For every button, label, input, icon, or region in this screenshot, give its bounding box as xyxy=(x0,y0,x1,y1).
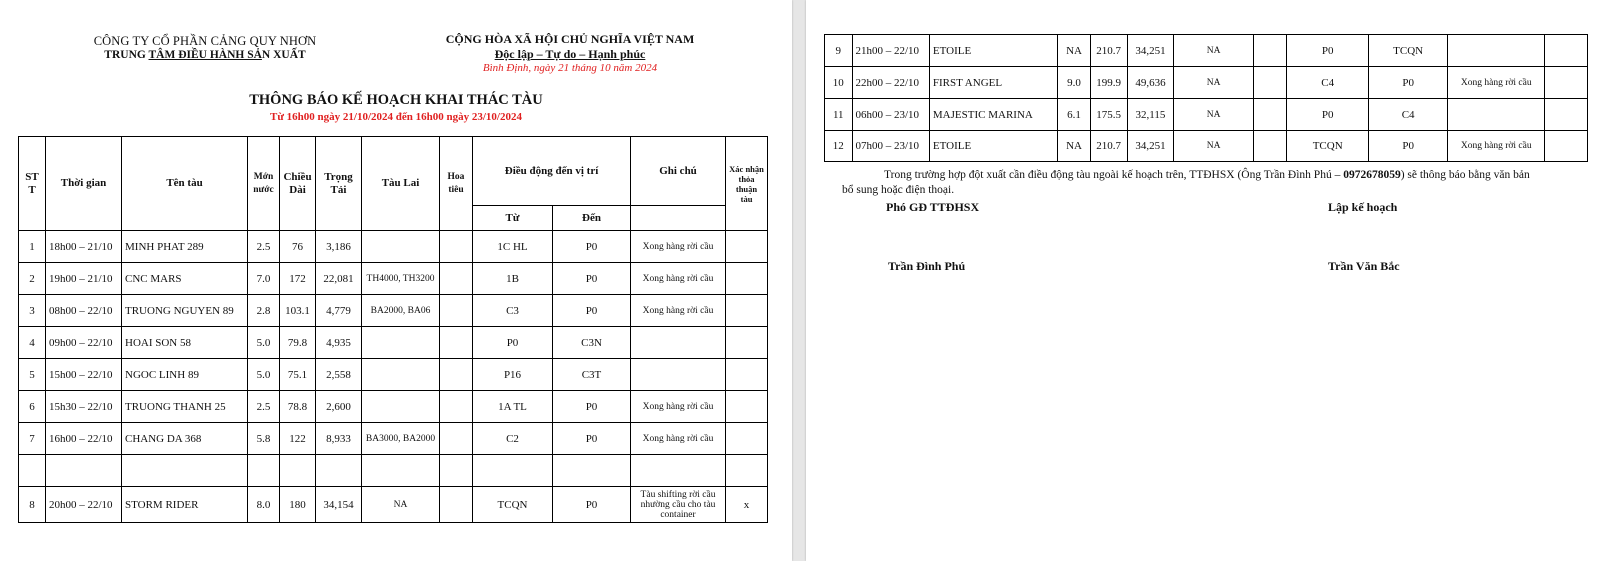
table-row xyxy=(19,359,768,391)
header-pilot: Hoa tiêu xyxy=(440,137,473,231)
cell-from: C3 xyxy=(473,295,553,327)
table-row xyxy=(19,295,768,327)
cell-ship-name: MINH PHAT 289 xyxy=(122,231,248,263)
cell-tonnage: 34,251 xyxy=(1127,131,1174,162)
cell-from: TCQN xyxy=(1287,131,1368,162)
cell-tonnage: 4,935 xyxy=(316,327,362,359)
document-subtitle: Từ 16h00 ngày 21/10/2024 đến 16h00 ngày 23/10/2024 xyxy=(269,111,522,123)
cell-length: 76 xyxy=(280,231,316,263)
cell-draft: 2.5 xyxy=(248,391,280,423)
cell-draft: NA xyxy=(1058,131,1091,162)
header-tug: Tàu Lai xyxy=(362,137,440,231)
table-row xyxy=(19,455,768,487)
cell-pilot xyxy=(1253,99,1287,131)
cell-time: 18h00 – 21/10 xyxy=(46,231,122,263)
cell-tug: TH4000, TH3200 xyxy=(362,263,440,295)
header-from: Từ xyxy=(473,206,553,231)
cell-time: 08h00 – 22/10 xyxy=(46,295,122,327)
cell-from: 1A TL xyxy=(473,391,553,423)
cell-ship-name: MAJESTIC MARINA xyxy=(929,99,1057,131)
cell-length: 175.5 xyxy=(1090,99,1127,131)
header-stt: ST T xyxy=(19,137,46,231)
cell-ship-name: TRUONG THANH 25 xyxy=(122,391,248,423)
cell-length: 79.8 xyxy=(280,327,316,359)
table-row xyxy=(19,263,768,295)
header-tonnage: Trọng Tải xyxy=(316,137,362,231)
cell-confirm xyxy=(1545,35,1588,67)
cell-confirm xyxy=(1545,131,1588,162)
cell-stt: 4 xyxy=(19,327,46,359)
cell-to: C3T xyxy=(553,359,631,391)
header-ship: Tên tàu xyxy=(122,137,248,231)
cell-time: 09h00 – 22/10 xyxy=(46,327,122,359)
cell-length: 210.7 xyxy=(1090,131,1127,162)
cell-tug xyxy=(362,455,440,487)
cell-to: P0 xyxy=(1368,67,1447,99)
document-page-1 xyxy=(0,0,792,561)
cell-note xyxy=(631,327,726,359)
cell-note: Xong hàng rời cầu xyxy=(1448,67,1545,99)
cell-tug: BA3000, BA2000 xyxy=(362,423,440,455)
cell-tonnage: 2,558 xyxy=(316,359,362,391)
cell-tug: NA xyxy=(362,487,440,523)
cell-ship-name: NGOC LINH 89 xyxy=(122,359,248,391)
cell-time: 15h30 – 22/10 xyxy=(46,391,122,423)
cell-to: P0 xyxy=(553,391,631,423)
cell-tug: NA xyxy=(1174,35,1253,67)
header-confirm: Xác nhận thỏa thuận tàu xyxy=(726,137,768,231)
cell-stt xyxy=(19,455,46,487)
cell-tug: NA xyxy=(1174,131,1253,162)
cell-draft: 7.0 xyxy=(248,263,280,295)
cell-from: C4 xyxy=(1287,67,1368,99)
cell-length: 75.1 xyxy=(280,359,316,391)
country-name: CỘNG HÒA XÃ HỘI CHỦ NGHĨA VIỆT NAM xyxy=(445,32,695,46)
cell-time: 16h00 – 22/10 xyxy=(46,423,122,455)
cell-stt: 7 xyxy=(19,423,46,455)
cell-tug xyxy=(362,391,440,423)
cell-time: 22h00 – 22/10 xyxy=(852,67,929,99)
cell-from xyxy=(473,455,553,487)
table-row xyxy=(19,327,768,359)
cell-length: 199.9 xyxy=(1090,67,1127,99)
cell-confirm xyxy=(726,327,768,359)
cell-pilot xyxy=(1253,67,1287,99)
cell-ship-name: CHANG DA 368 xyxy=(122,423,248,455)
cell-to: TCQN xyxy=(1368,35,1447,67)
cell-note: Xong hàng rời cầu xyxy=(631,423,726,455)
cell-tug xyxy=(362,359,440,391)
cell-confirm xyxy=(726,295,768,327)
cell-stt: 11 xyxy=(825,99,853,131)
cell-confirm: x xyxy=(726,487,768,523)
table-row xyxy=(825,99,1588,131)
cell-stt: 5 xyxy=(19,359,46,391)
cell-time: 06h00 – 23/10 xyxy=(852,99,929,131)
cell-pilot xyxy=(440,327,473,359)
cell-draft: 2.5 xyxy=(248,231,280,263)
cell-pilot xyxy=(440,295,473,327)
cell-pilot xyxy=(440,359,473,391)
cell-draft: 9.0 xyxy=(1058,67,1091,99)
cell-tonnage xyxy=(316,455,362,487)
cell-length: 78.8 xyxy=(280,391,316,423)
cell-note: Xong hàng rời cầu xyxy=(631,231,726,263)
cell-pilot xyxy=(440,391,473,423)
cell-stt: 2 xyxy=(19,263,46,295)
cell-stt: 9 xyxy=(825,35,853,67)
cell-tonnage: 49,636 xyxy=(1127,67,1174,99)
cell-confirm xyxy=(726,455,768,487)
signature-title-left: Phó GĐ TTĐHSX xyxy=(886,200,980,214)
cell-draft xyxy=(248,455,280,487)
cell-tonnage: 2,600 xyxy=(316,391,362,423)
cell-time: 15h00 – 22/10 xyxy=(46,359,122,391)
table-row xyxy=(19,423,768,455)
header-length: Chiều Dài xyxy=(280,137,316,231)
cell-stt: 3 xyxy=(19,295,46,327)
cell-from: P16 xyxy=(473,359,553,391)
cell-pilot xyxy=(440,423,473,455)
cell-from: P0 xyxy=(473,327,553,359)
cell-to: P0 xyxy=(553,263,631,295)
cell-tonnage: 32,115 xyxy=(1127,99,1174,131)
cell-ship-name: FIRST ANGEL xyxy=(929,67,1057,99)
cell-time: 07h00 – 23/10 xyxy=(852,131,929,162)
cell-length: 180 xyxy=(280,487,316,523)
cell-pilot xyxy=(440,263,473,295)
cell-draft: 5.8 xyxy=(248,423,280,455)
signature-name-left: Trần Đình Phú xyxy=(888,259,966,273)
cell-stt: 10 xyxy=(825,67,853,99)
contact-phone: 0972678059 xyxy=(1343,169,1401,181)
cell-note xyxy=(1448,35,1545,67)
table-row xyxy=(19,487,768,523)
cell-to: C3N xyxy=(553,327,631,359)
cell-stt: 6 xyxy=(19,391,46,423)
cell-from: TCQN xyxy=(473,487,553,523)
cell-tug: BA2000, BA06 xyxy=(362,295,440,327)
cell-note: Xong hàng rời cầu xyxy=(631,295,726,327)
cell-tonnage: 34,251 xyxy=(1127,35,1174,67)
cell-length: 172 xyxy=(280,263,316,295)
document-title: THÔNG BÁO KẾ HOẠCH KHAI THÁC TÀU xyxy=(249,92,543,108)
company-header xyxy=(60,34,350,61)
header-to: Đến xyxy=(553,206,631,231)
header-time: Thời gian xyxy=(46,137,122,231)
cell-note xyxy=(1448,99,1545,131)
national-motto: Độc lập – Tự do – Hạnh phúc xyxy=(494,47,646,61)
cell-length: 210.7 xyxy=(1090,35,1127,67)
cell-pilot xyxy=(440,231,473,263)
cell-pilot xyxy=(440,487,473,523)
cell-tonnage: 22,081 xyxy=(316,263,362,295)
header-note: Ghi chú xyxy=(631,137,726,206)
cell-draft: 5.0 xyxy=(248,327,280,359)
cell-length: 103.1 xyxy=(280,295,316,327)
cell-to xyxy=(553,455,631,487)
cell-draft: NA xyxy=(1058,35,1091,67)
cell-ship-name: ETOILE xyxy=(929,35,1057,67)
table-row xyxy=(19,231,768,263)
cell-from: 1B xyxy=(473,263,553,295)
ship-plan-table-continued xyxy=(824,34,1588,162)
cell-from: P0 xyxy=(1287,35,1368,67)
cell-ship-name: ETOILE xyxy=(929,131,1057,162)
cell-length: 122 xyxy=(280,423,316,455)
cell-ship-name: TRUONG NGUYEN 89 xyxy=(122,295,248,327)
cell-draft: 6.1 xyxy=(1058,99,1091,131)
cell-draft: 2.8 xyxy=(248,295,280,327)
cell-confirm xyxy=(726,263,768,295)
cell-ship-name xyxy=(122,455,248,487)
cell-pilot xyxy=(1253,131,1287,162)
header-note-sub xyxy=(631,206,726,231)
cell-note xyxy=(631,455,726,487)
signature-name-right: Trần Văn Bắc xyxy=(1328,259,1400,273)
cell-tonnage: 34,154 xyxy=(316,487,362,523)
cell-to: P0 xyxy=(553,423,631,455)
cell-pilot xyxy=(440,455,473,487)
footer-note: Trong trường hợp đột xuất cần điều động tàu ngoài kế hoạch trên, TTĐHSX (Ông Trần Đình Phú – 0972678059) sẽ thông báo bằng văn bản bổ sung hoặc điện thoại. xyxy=(842,169,1530,196)
cell-tonnage: 3,186 xyxy=(316,231,362,263)
company-name: CÔNG TY CỔ PHẦN CẢNG QUY NHƠN xyxy=(93,34,317,48)
ship-plan-table xyxy=(18,136,768,523)
table-row xyxy=(825,35,1588,67)
cell-confirm xyxy=(726,231,768,263)
department-name: TRUNG TÂM ĐIỀU HÀNH SẢN XUẤT xyxy=(104,49,306,61)
cell-to: P0 xyxy=(1368,131,1447,162)
cell-confirm xyxy=(726,391,768,423)
cell-stt: 8 xyxy=(19,487,46,523)
cell-length xyxy=(280,455,316,487)
cell-stt: 1 xyxy=(19,231,46,263)
place-date: Bình Định, ngày 21 tháng 10 năm 2024 xyxy=(482,62,658,74)
cell-ship-name: HOAI SON 58 xyxy=(122,327,248,359)
national-header xyxy=(420,32,720,74)
cell-confirm xyxy=(726,359,768,391)
table-row xyxy=(825,131,1588,162)
cell-tonnage: 8,933 xyxy=(316,423,362,455)
cell-note: Tàu shifting rời cầu nhường cầu cho tàu container xyxy=(631,487,726,523)
cell-tug xyxy=(362,327,440,359)
cell-tug xyxy=(362,231,440,263)
cell-from: P0 xyxy=(1287,99,1368,131)
cell-note: Xong hàng rời cầu xyxy=(631,391,726,423)
cell-time: 19h00 – 21/10 xyxy=(46,263,122,295)
cell-stt: 12 xyxy=(825,131,853,162)
cell-from: C2 xyxy=(473,423,553,455)
cell-confirm xyxy=(1545,99,1588,131)
cell-note: Xong hàng rời cầu xyxy=(1448,131,1545,162)
cell-to: P0 xyxy=(553,231,631,263)
table-row xyxy=(825,67,1588,99)
cell-to: P0 xyxy=(553,295,631,327)
cell-note: Xong hàng rời cầu xyxy=(631,263,726,295)
cell-draft: 5.0 xyxy=(248,359,280,391)
signature-title-right: Lập kế hoạch xyxy=(1328,200,1398,214)
cell-ship-name: STORM RIDER xyxy=(122,487,248,523)
cell-time xyxy=(46,455,122,487)
cell-pilot xyxy=(1253,35,1287,67)
cell-from: 1C HL xyxy=(473,231,553,263)
cell-tug: NA xyxy=(1174,67,1253,99)
cell-time: 21h00 – 22/10 xyxy=(852,35,929,67)
cell-tug: NA xyxy=(1174,99,1253,131)
table-row xyxy=(19,391,768,423)
cell-confirm xyxy=(726,423,768,455)
cell-draft: 8.0 xyxy=(248,487,280,523)
cell-tonnage: 4,779 xyxy=(316,295,362,327)
header-draft: Mớn nước xyxy=(248,137,280,231)
header-move: Điều động đến vị trí xyxy=(473,137,631,206)
cell-to: P0 xyxy=(553,487,631,523)
cell-note xyxy=(631,359,726,391)
cell-time: 20h00 – 22/10 xyxy=(46,487,122,523)
cell-to: C4 xyxy=(1368,99,1447,131)
cell-confirm xyxy=(1545,67,1588,99)
cell-ship-name: CNC MARS xyxy=(122,263,248,295)
